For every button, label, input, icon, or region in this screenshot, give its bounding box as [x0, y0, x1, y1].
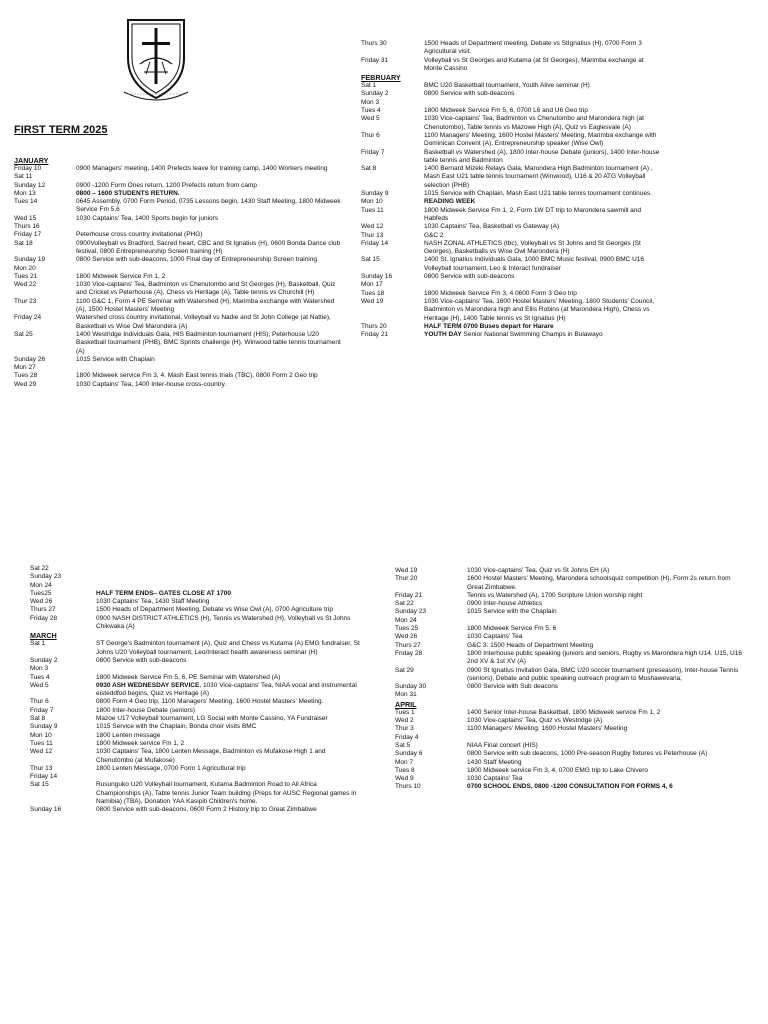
calendar-event: 1800 Midweek service Fm 1, 2	[96, 739, 185, 747]
calendar-event: Mazoe U17 Volleyball tournament, LG Social with Monte Cassino, YA Fundraiser	[96, 715, 328, 723]
calendar-row	[14, 298, 344, 315]
calendar-row	[395, 575, 745, 592]
calendar-date: Sat 25	[14, 330, 33, 338]
calendar-date: Mon 24	[395, 616, 417, 624]
calendar-event: 1400 Westridge Individuals Gala, HIS Badminton tournament (HIS), Peterhouse U20 Basketball tournament (PHB), BMC Sprints challenge (H), Winwood table tennis tournament (A)	[76, 330, 341, 355]
calendar-date: Mon 27	[14, 364, 36, 372]
calendar-row	[361, 290, 661, 298]
calendar-event: 1030 Vice-captains' Tea, 1600 Hostel Masters' Meeting, 1800 Students' Council, Badminton vs Marondera high and Ellis Robins (at Marondera High), Chess vs Heritage (H), 1400 Table tennis vs St Ignatius (H)	[424, 297, 655, 322]
calendar-date: Sat 11	[14, 173, 33, 181]
school-crest-icon	[120, 14, 192, 102]
month-header: JANUARY	[14, 156, 49, 165]
calendar-date: Wed 29	[14, 380, 37, 388]
calendar-row	[395, 600, 745, 608]
calendar-event: 1800 Midweek Service Fm 5, 6, 0700 L6 and U6 Geo trip	[424, 107, 589, 115]
calendar-row	[395, 683, 745, 691]
calendar-column-march	[30, 565, 360, 815]
calendar-date: Friday 31	[361, 56, 389, 64]
calendar-row	[30, 707, 360, 715]
calendar-event: NIAA Final concert (HIS)	[467, 741, 538, 749]
calendar-event: 0800 Service with sub-deacons	[424, 90, 515, 98]
calendar-row	[14, 240, 344, 257]
calendar-row	[361, 223, 661, 231]
event-detail: Senior National Swimming Champs in Bulawayo	[461, 331, 603, 339]
calendar-date: Wed 15	[14, 214, 37, 222]
calendar-date: Sat 18	[14, 239, 33, 247]
calendar-date: Mon 31	[395, 691, 417, 699]
calendar-date: Sat 15	[30, 781, 49, 789]
calendar-row	[361, 82, 661, 90]
calendar-event: 0800 – 1600 STUDENTS RETURN.	[76, 189, 180, 197]
calendar-row	[395, 717, 745, 725]
calendar-row	[361, 190, 661, 198]
calendar-date: Wed 2	[395, 717, 414, 725]
calendar-event: 1800 Midweek service Fm 3, 4, Mash East tennis trials (TBC), 0800 Form 2 Geo trip	[76, 372, 318, 380]
calendar-date: Sat 8	[361, 165, 377, 173]
calendar-row	[361, 256, 661, 273]
calendar-event: 0800 Form 4 Geo trip, 1100 Managers' Meeting, 1600 Hostel Masters' Meeting.	[96, 698, 324, 706]
calendar-date: Thurs 30	[361, 40, 387, 47]
calendar-event: 0800 Service with Sub deacons	[467, 683, 559, 691]
calendar-row	[14, 215, 344, 223]
calendar-row	[361, 331, 661, 339]
calendar-date: Sat 29	[395, 666, 414, 674]
calendar-date: Thurs 27	[30, 606, 56, 614]
calendar-row	[30, 674, 360, 682]
calendar-date: Sunday 12	[14, 181, 46, 189]
calendar-date: Friday 4	[395, 733, 419, 741]
calendar-date: Thurs 20	[361, 322, 387, 330]
calendar-row	[395, 759, 745, 767]
calendar-event: 1800 Midweek Service Fm 1, 2, Form 1W DT trip to Marondera sawmill and Habfeds	[424, 206, 641, 222]
calendar-date: Sunday 6	[395, 750, 423, 758]
calendar-date: Thur 23	[14, 297, 37, 305]
calendar-date: Tues 8	[395, 766, 415, 774]
calendar-row	[14, 182, 344, 190]
calendar-row	[14, 372, 344, 380]
calendar-date: Sunday 9	[361, 190, 389, 198]
calendar-date: Wed 22	[14, 281, 37, 289]
calendar-event: 1800 Midweek service Fm 3, 4, 0700 EMG trip to Lake Chivero	[467, 766, 648, 774]
calendar-date: Wed 26	[395, 633, 418, 641]
calendar-row	[14, 281, 344, 298]
calendar-date: Sunday 26	[14, 355, 46, 363]
calendar-event: BMC U20 Basketball tournament, Youth Alive seminar (H)	[424, 82, 590, 90]
calendar-date: Sat 15	[361, 256, 380, 264]
calendar-event: 1100 Managers' Meeting, 1600 Hostel Masters' Meeting	[467, 725, 628, 733]
calendar-event: Rusunguko U20 Volleyball tournament, Kutama Badminton Road to All Africa Championships (A), Table tennis Junior Team building (Preps for AUSC Regional games in Namibia) (TBA), Donation YAA Kasipiti Children's home.	[96, 781, 357, 806]
calendar-row	[395, 783, 745, 791]
calendar-event: 0900 St Ignatius Invitation Gala, BMC U20 soccer tournament (preseason), Inter-house Tennis (seniors), Debate and public speaking outreach program to Mushawevana,	[467, 666, 739, 682]
calendar-date: Thurs 10	[395, 783, 421, 791]
calendar-event: 0800 Service with sub-deacons	[424, 273, 515, 281]
calendar-date: Sunday 19	[14, 256, 46, 264]
calendar-date: Wed 5	[30, 681, 49, 689]
calendar-date: Mon 10	[30, 731, 52, 739]
calendar-event: ST George's Badminton tournament (A), Quiz and Chess vs Kutama (A) EMG fundraiser, St Johns U20 Volleyball tournament, Leo/Interact health awareness seminar (H)	[96, 640, 360, 656]
calendar-row	[30, 665, 360, 673]
calendar-row	[361, 298, 661, 323]
calendar-row	[361, 273, 661, 281]
calendar-event: 1800 Interhouse public speaking (juniors and seniors, Rugby vs Marondera high U14. U15, U16 2nd XV & 1st XV (A)	[467, 649, 742, 666]
calendar-date: Sunday 2	[30, 656, 58, 664]
calendar-row	[30, 715, 360, 723]
calendar-row	[14, 364, 344, 372]
calendar-date: Tues 1	[395, 708, 415, 716]
calendar-date: Thur 6	[30, 698, 49, 706]
calendar-row	[30, 806, 360, 814]
calendar-row	[14, 165, 344, 173]
calendar-date: Sat 8	[30, 715, 46, 723]
month-header: APRIL	[395, 699, 417, 709]
calendar-event: 0800 Service with sub-deacons	[96, 656, 187, 664]
calendar-column-april	[395, 567, 745, 792]
calendar-row	[30, 590, 360, 598]
calendar-row	[30, 582, 360, 590]
calendar-row	[30, 723, 360, 731]
calendar-row	[14, 314, 344, 331]
calendar-event: 1800 Midweek Service Fm 5, 6	[467, 625, 557, 633]
calendar-event: 0645 Assembly, 0700 Form Period, 0735 Lessons begin, 1430 Staff Meeting, 1800 Midweek Service Fm 5,6	[76, 198, 341, 214]
calendar-date: Friday 21	[395, 591, 423, 599]
calendar-row	[361, 90, 661, 98]
calendar-row	[14, 331, 344, 356]
calendar-date: Mon 17	[361, 281, 383, 289]
month-header: FEBRUARY	[361, 73, 401, 83]
calendar-date: Mon 13	[14, 189, 36, 197]
calendar-row	[395, 767, 745, 775]
calendar-date: Sunday 2	[361, 90, 389, 98]
event-detail: , 1030 Vice-captains' Tea, NIAA vocal and instrumental eisteddfod begins, Quiz vs Heritage (A)	[96, 681, 357, 698]
calendar-event: 1030 Vice-captains' Tea, Quiz vs St Johns EH (A)	[467, 567, 610, 574]
event-highlight: YOUTH DAY	[424, 331, 462, 339]
calendar-date: Friday 7	[361, 148, 385, 156]
calendar-date: Wed 12	[361, 223, 384, 231]
calendar-row	[14, 190, 344, 198]
calendar-row	[395, 617, 745, 625]
calendar-row	[14, 381, 344, 389]
calendar-event: HALF TERM 0700 Buses depart for Harare	[424, 322, 554, 330]
calendar-event: 0900 Inter-house Athletics	[467, 600, 543, 608]
calendar-date: Wed 12	[30, 748, 53, 756]
calendar-event: 1030 Captains' Tea, 1400 Sports begin for juniors	[76, 214, 219, 222]
calendar-date: Mon 7	[395, 758, 414, 766]
calendar-event: READING WEEK	[424, 198, 476, 206]
calendar-date: Friday 28	[30, 614, 58, 622]
calendar-row	[361, 232, 661, 240]
calendar-row	[361, 207, 661, 224]
calendar-row	[361, 40, 661, 57]
calendar-row	[395, 608, 745, 616]
calendar-event	[424, 331, 661, 339]
calendar-date: Sunday 9	[30, 723, 58, 731]
calendar-date: Friday 21	[361, 331, 389, 339]
calendar-row	[30, 606, 360, 614]
calendar-date: Thurs 27	[395, 641, 421, 649]
calendar-row	[395, 725, 745, 733]
calendar-row	[14, 198, 344, 215]
calendar-row	[395, 642, 745, 650]
calendar-date: Tues 21	[14, 272, 38, 280]
calendar-date: Sat 1	[30, 640, 46, 648]
calendar-row	[395, 650, 745, 667]
calendar-event	[96, 682, 360, 699]
calendar-event: 1800 Midweek Service Fm 3, 4 0600 Form 3 Geo trip	[424, 289, 577, 297]
calendar-row	[361, 57, 661, 74]
calendar-column-january	[14, 156, 344, 389]
calendar-event: 1030 Captains' Tea, Basketball vs Gateway (A)	[424, 223, 560, 231]
calendar-event: Tennis vs Watershed (A), 1700 Scripture Union worship night	[467, 591, 643, 599]
calendar-event: 1015 Service with the Chaplain	[467, 608, 557, 616]
calendar-date: Sunday 23	[30, 573, 62, 581]
calendar-event: Volleyball vs St Georges and Kutama (at St Georges), Marimba exchange at Monte Cassino	[424, 56, 644, 72]
calendar-date: Friday 14	[30, 773, 58, 781]
calendar-row	[395, 750, 745, 758]
calendar-event: 1030 Vice-captains' Tea, Badminton vs Chenutombo and Marondera high (at Chenutombo), Table tennis vs Mazowe High (A), Quiz vs Eaglesvale (A)	[424, 115, 644, 131]
calendar-row	[361, 198, 661, 206]
calendar-date: Sat 22	[395, 600, 414, 608]
calendar-date: Wed 19	[361, 297, 384, 305]
calendar-date: Wed 19	[395, 567, 418, 574]
calendar-column-february	[361, 40, 661, 339]
calendar-event: 0900Volleyball vs Bradford, Sacred heart, CBC and St Ignatius (H), 0600 Bonda Dance club festival, 0800 Entrepreneurship Screen training (H)	[76, 239, 341, 255]
calendar-date: Wed 5	[361, 115, 380, 123]
calendar-row	[361, 165, 661, 190]
calendar-date: Friday 10	[14, 165, 42, 172]
calendar-date: Tues 4	[361, 107, 381, 115]
calendar-row	[14, 273, 344, 281]
event-highlight: 0930 ASH WEDNESDAY SERVICE	[96, 681, 200, 689]
calendar-date: Thur 13	[361, 231, 384, 239]
calendar-event: Peterhouse cross country invitational (PHG)	[76, 231, 203, 239]
calendar-row	[361, 107, 661, 115]
calendar-date: Tues 28	[14, 372, 38, 380]
calendar-date: Sunday 16	[361, 273, 393, 281]
calendar-date: Tues 11	[30, 739, 53, 747]
calendar-row	[361, 240, 661, 257]
calendar-date: Friday 24	[14, 314, 42, 322]
calendar-event: 1800 Midweek Service Fm 5, 6, PE Seminar with Watershed (A)	[96, 673, 281, 681]
calendar-row	[395, 775, 745, 783]
calendar-event: 1100 G&C 1, Form 4 PE Seminar with Watershed (H), Marimba exchange with Watershed (A), 1500 Hostel Masters' Meeting	[76, 297, 335, 314]
calendar-date: Thur 3	[395, 725, 414, 733]
calendar-date: Tues 11	[361, 206, 384, 214]
term-title: FIRST TERM 2025	[14, 124, 108, 136]
calendar-row	[361, 281, 661, 289]
calendar-event: 1030 Captains' Tea, 1800 Lenten Message, Badminton vs Mufakose High 1 and Chenutombo (at Mufakose)	[96, 748, 326, 764]
calendar-date: Sat 5	[395, 741, 411, 749]
calendar-event: HALF TERM ENDS– GATES CLOSE AT 1700	[96, 589, 231, 597]
calendar-date: Mon 20	[14, 264, 36, 272]
calendar-date: Friday 28	[395, 649, 423, 657]
calendar-row	[395, 742, 745, 750]
calendar-row	[395, 691, 745, 699]
calendar-event: 0800 Service with sub-deacons, 1000 Final day of Entrepreneurship Screen training	[76, 256, 318, 264]
calendar-row	[30, 781, 360, 806]
calendar-event: 1600 Hostel Masters' Meeting, Marondera schoolsquiz competition (H), Form 2s return from Great Zimbabwe.	[467, 575, 731, 591]
calendar-row	[395, 734, 745, 742]
calendar-row	[361, 115, 661, 132]
calendar-date: Thur 6	[361, 131, 380, 139]
calendar-event: 1400 Senior Inter-house Basketball, 1800 Midweek service Fm 1, 2	[467, 708, 661, 716]
calendar-date: Sat 1	[361, 82, 377, 90]
calendar-event: 1030 Captains' Tea, 1400 Inter-house cross-country.	[76, 380, 227, 388]
calendar-date: Mon 24	[30, 581, 52, 589]
calendar-event: G&C 2	[424, 231, 444, 239]
calendar-row	[14, 173, 344, 181]
calendar-event: 1030 Captains' Tea	[467, 633, 523, 641]
calendar-date: Tues25	[30, 589, 52, 597]
calendar-row	[14, 256, 344, 264]
calendar-row	[361, 99, 661, 107]
calendar-event: 1030 Vice-captains' Tea, Badminton vs Chenutombo and St Georges (H), Basketball, Quiz and Cricket vs Peterhouse (A), Chess vs Heritage (A), Table tennis vs Churchill (H)	[76, 281, 336, 297]
calendar-date: Sat 22	[30, 565, 49, 572]
calendar-event: 1800 Inter-house Debate (seniors)	[96, 706, 196, 714]
calendar-row	[14, 356, 344, 364]
calendar-row	[30, 565, 360, 573]
calendar-date: Mon 3	[361, 98, 380, 106]
calendar-event: 1015 Service with Chaplain, Mash East U21 table tennis tournament continues.	[424, 190, 652, 198]
calendar-row	[395, 709, 745, 717]
calendar-date: Tues 18	[361, 289, 385, 297]
calendar-event: G&C 3. 1500 Heads of Department Meeting	[467, 641, 594, 649]
calendar-row	[395, 625, 745, 633]
calendar-row	[14, 223, 344, 231]
calendar-date: Friday 17	[14, 231, 42, 239]
calendar-date: Friday 7	[30, 706, 54, 714]
calendar-row	[361, 132, 661, 149]
calendar-event: 0900 -1200 Form Ones return, 1200 Prefects return from camp	[76, 181, 258, 189]
calendar-date: Thur 13	[30, 764, 53, 772]
calendar-date: Wed 9	[395, 775, 414, 783]
calendar-row	[30, 773, 360, 781]
calendar-row	[30, 682, 360, 699]
calendar-event: 1015 Service with Chaplain	[76, 355, 155, 363]
calendar-row	[30, 732, 360, 740]
calendar-event: 0900 NASH DISTRICT ATHLETICS (H), Tennis vs Watershed (H), Volleyball vs St Johns Chikwaka (A)	[96, 614, 351, 631]
calendar-date: Sunday 23	[395, 608, 427, 616]
calendar-event: 1800 Lenten Message, 0700 Form 1 Agricultural trip	[96, 764, 246, 772]
calendar-event: 1400 Bernard Mizeki Relays Gala, Marondera High Badminton tournament (A) , Mash East U21 table tennis tournament (Winwood), U16 & 20 ATG Volleyball selection (PHB)	[424, 165, 653, 189]
calendar-row	[30, 598, 360, 606]
calendar-event: 0700 SCHOOL ENDS, 0800 -1200 CONSULTATION FOR FORMS 4, 6	[467, 783, 673, 791]
calendar-row	[395, 633, 745, 641]
calendar-event: 1500 Heads of Department Meeting, Debate vs Wise Owl (A), 0700 Agriculture trip	[96, 606, 333, 614]
calendar-event: 1030 Captains' Tea, 1430 Staff Meeting	[96, 598, 210, 606]
calendar-event: 0800 Service with sub-deacons, 0600 Form 2 History trip to Great Zimbabwe	[96, 806, 317, 814]
calendar-date: Mon 3	[30, 665, 49, 673]
calendar-date: Tues 14	[14, 198, 38, 206]
calendar-row	[361, 149, 661, 166]
calendar-date: Wed 26	[30, 598, 53, 606]
calendar-event: 1800 Lenten message	[96, 731, 161, 739]
calendar-event: 1030 Captains' Tea	[467, 775, 523, 783]
calendar-row	[30, 640, 360, 657]
calendar-event: 1100 Managers' Meeting, 1600 Hostel Masters' Meeting, Marimba exchange with Dominican Convent (A), Entrepreneurship speaker (Wise Owl)	[424, 131, 657, 148]
calendar-event: 0800 Service with sub deacons, 1000 Pre-season Rugby fixtures vs Peterhouse (A)	[467, 750, 708, 758]
calendar-date: Thur 20	[395, 575, 418, 583]
calendar-event: 1500 Heads of Department meeting, Debate vs StIgnatius (H), 0700 Form 3 Agricultural visit.	[424, 40, 642, 56]
calendar-event: 1400 St. Ignatius Individuals Gala, 1000 BMC Music festival, 0900 BMC U16 Volleyball tournament, Leo & Interact fundraiser	[424, 256, 645, 272]
calendar-date: Sunday 16	[30, 806, 62, 814]
calendar-row	[30, 657, 360, 665]
calendar-event: 1015 Service with the Chaplain, Bonda choir visits BMC	[96, 723, 257, 731]
calendar-event: 1430 Staff Meeting	[467, 758, 522, 766]
calendar-row	[30, 748, 360, 765]
calendar-date: Thurs 16	[14, 223, 40, 231]
calendar-event: Watershed cross country invitational, Volleyball vs Nadie and St John College (at Nattie), Basketball vs Wise Owl Marondera (A)	[76, 314, 331, 330]
calendar-date: Sunday 30	[395, 683, 427, 691]
calendar-row	[395, 592, 745, 600]
calendar-row	[14, 231, 344, 239]
calendar-event: 1030 Vice-captains' Tea, Quiz vs Westridge (A)	[467, 717, 603, 725]
calendar-row	[30, 573, 360, 581]
month-header: MARCH	[30, 631, 57, 641]
calendar-event: Basketball vs Watershed (A), 1800 Inter-house Debate (juniors), 1400 Inter-house table tennis and Badminton	[424, 148, 660, 164]
calendar-event: NASH ZONAL ATHLETICS (tbc), Volleyball vs St Johns and St Georges (St Georges), Basketballs vs Wise Owl Marondera (H)	[424, 239, 641, 256]
calendar-row	[30, 740, 360, 748]
calendar-row	[30, 765, 360, 773]
calendar-date: Tues 4	[30, 673, 50, 681]
calendar-row	[361, 323, 661, 331]
calendar-date: Friday 14	[361, 239, 389, 247]
calendar-row	[30, 615, 360, 632]
calendar-row	[395, 667, 745, 684]
calendar-row	[395, 567, 745, 575]
calendar-date: Mon 10	[361, 198, 383, 206]
calendar-row	[14, 265, 344, 273]
calendar-event: 0900 Managers' meeting, 1400 Prefects leave for training camp, 1400 Workers meeting	[76, 165, 328, 172]
calendar-row	[30, 698, 360, 706]
calendar-event: 1800 Midweek Service Fm 1, 2	[76, 272, 166, 280]
calendar-date: Tues 25	[395, 625, 419, 633]
